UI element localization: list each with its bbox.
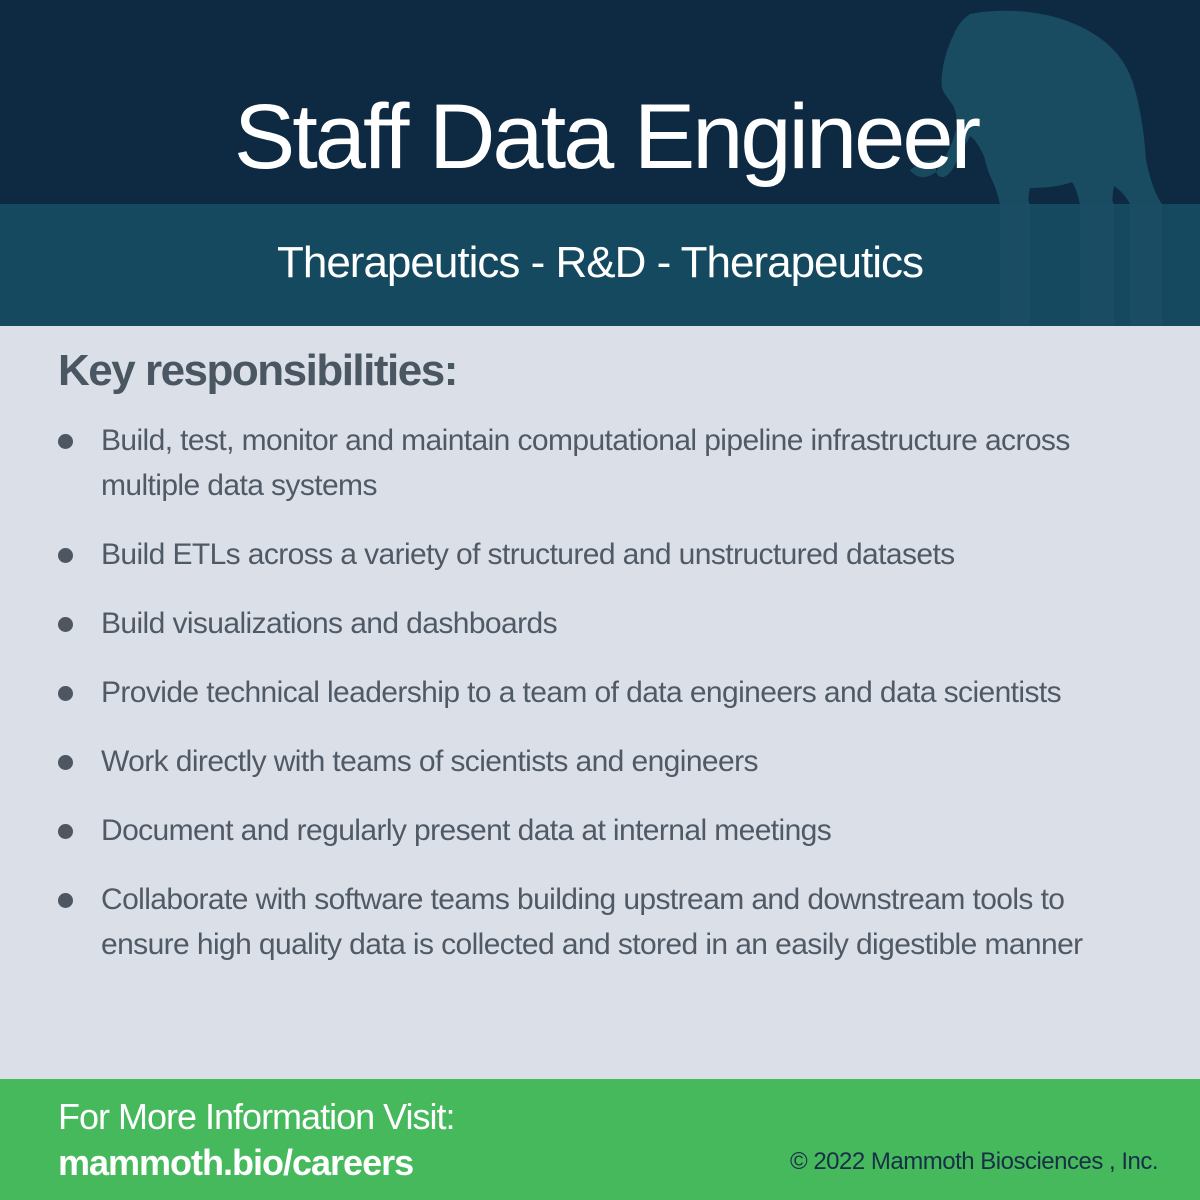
bullet-dot-icon	[58, 824, 73, 839]
list-item	[0, 601, 1200, 646]
bullet-dot-icon	[58, 434, 73, 449]
list-item-text: Build ETLs across a variety of structured and unstructured datasets	[101, 538, 955, 571]
list-item	[0, 808, 1200, 853]
list-item-text: Build visualizations and dashboards	[101, 607, 557, 640]
department-subtitle: Therapeutics - R&D - Therapeutics	[276, 238, 923, 287]
bullet-dot-icon	[58, 548, 73, 563]
list-item-text: Build, test, monitor and maintain computational pipeline infrastructure across multiple data systems	[101, 424, 1070, 502]
footer-label: For More Information Visit:	[58, 1096, 455, 1137]
bullet-dot-icon	[58, 755, 73, 770]
responsibilities-section	[0, 326, 1200, 1079]
list-item-text: Provide technical leadership to a team of data engineers and data scientists	[101, 676, 1062, 709]
list-item-text: Collaborate with software teams building upstream and downstream tools to ensure high quality data is collected and stored in an easily digestible manner	[101, 883, 1083, 961]
list-item	[0, 670, 1200, 715]
bullet-dot-icon	[58, 617, 73, 632]
list-item-text: Work directly with teams of scientists and engineers	[101, 745, 758, 778]
bullet-dot-icon	[58, 893, 73, 908]
copyright-notice: © 2022 Mammoth Biosciences , Inc.	[789, 1148, 1158, 1175]
list-item	[0, 877, 1200, 967]
footer	[0, 1079, 1200, 1200]
responsibilities-list	[0, 418, 1200, 991]
job-title: Staff Data Engineer	[233, 86, 979, 188]
careers-link[interactable]: mammoth.bio/careers	[58, 1142, 414, 1183]
list-item	[0, 739, 1200, 784]
section-heading: Key responsibilities:	[58, 346, 457, 395]
bullet-dot-icon	[58, 686, 73, 701]
list-item-text: Document and regularly present data at internal meetings	[101, 814, 832, 847]
list-item	[0, 532, 1200, 577]
list-item	[0, 418, 1200, 508]
